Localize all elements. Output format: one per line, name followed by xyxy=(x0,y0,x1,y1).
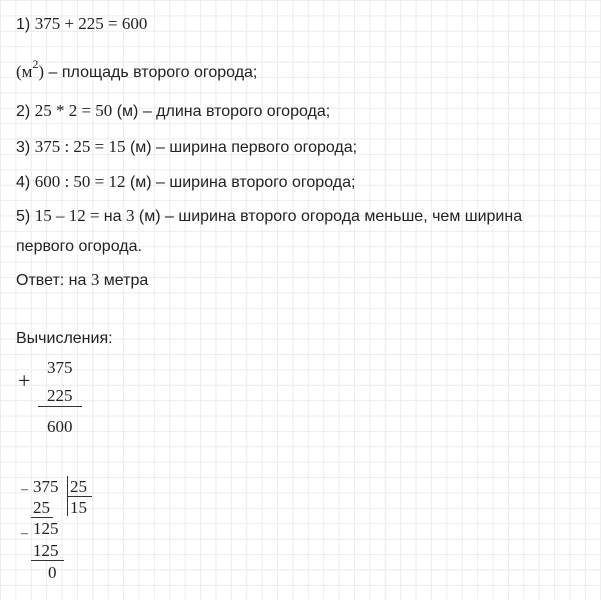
answer-suffix: метра xyxy=(99,272,149,289)
step-4-expression: 600 : 50 = 12 xyxy=(34,172,126,191)
step-1 xyxy=(16,14,147,34)
step-2-description: – длина второго огорода; xyxy=(138,103,331,120)
step-2-unit: (м) xyxy=(112,103,139,120)
step-5-description: – ширина второго огорода меньше, чем ширина xyxy=(160,208,523,225)
area-unit-exponent: 2 xyxy=(32,57,39,71)
step-1-unit-line xyxy=(16,57,258,82)
area-unit-open: (м xyxy=(16,62,33,81)
addition-result-line xyxy=(38,406,82,407)
step-4 xyxy=(16,172,355,192)
answer xyxy=(16,270,148,290)
minus-sign-2: – xyxy=(21,526,28,541)
step-5-prefix: на xyxy=(103,208,126,225)
step-5-unit: (м) xyxy=(134,208,161,225)
area-unit-close: ) xyxy=(38,62,45,81)
quotient: 15 xyxy=(70,498,87,517)
step-5-expression: 15 – 12 = xyxy=(34,206,104,225)
divisor: 25 xyxy=(70,477,87,496)
step-4-unit: (м) xyxy=(125,174,152,191)
step-3-unit: (м) xyxy=(125,139,152,156)
step-2 xyxy=(16,101,330,121)
dividend: 375 xyxy=(33,477,59,496)
step-5-label: 5) xyxy=(16,208,31,225)
step-4-label: 4) xyxy=(16,174,31,191)
divisor-line xyxy=(67,496,92,497)
step-5-continuation: первого огорода. xyxy=(16,238,142,255)
subtraction-line-1 xyxy=(31,517,53,518)
subtrahend-1: 25 xyxy=(33,498,50,517)
step-1-label: 1) xyxy=(16,16,31,33)
subtrahend-2: 125 xyxy=(33,541,59,560)
minus-sign-1: – xyxy=(21,482,28,497)
addition-result: 600 xyxy=(47,417,73,436)
step-2-expression: 25 * 2 = 50 xyxy=(34,101,113,120)
answer-number: 3 xyxy=(90,270,100,289)
step-4-description: – ширина второго огорода; xyxy=(151,174,356,191)
step-5-number: 3 xyxy=(125,206,135,225)
step-2-label: 2) xyxy=(16,103,31,120)
addend-1: 375 xyxy=(47,358,73,377)
answer-prefix: Ответ: на xyxy=(16,272,91,289)
step-3 xyxy=(16,137,357,157)
remainder-2: 0 xyxy=(48,563,57,582)
calculations-heading: Вычисления: xyxy=(16,330,113,347)
plus-sign: + xyxy=(18,368,31,393)
subtraction-line-2 xyxy=(31,560,64,561)
step-1-description: – площадь второго огорода; xyxy=(44,64,258,81)
addend-2: 225 xyxy=(47,386,73,405)
step-1-expression: 375 + 225 = 600 xyxy=(34,14,148,33)
remainder-1: 125 xyxy=(33,519,59,538)
step-3-description: – ширина первого огорода; xyxy=(151,139,358,156)
step-3-label: 3) xyxy=(16,139,31,156)
step-3-expression: 375 : 25 = 15 xyxy=(34,137,126,156)
step-5 xyxy=(16,206,522,226)
